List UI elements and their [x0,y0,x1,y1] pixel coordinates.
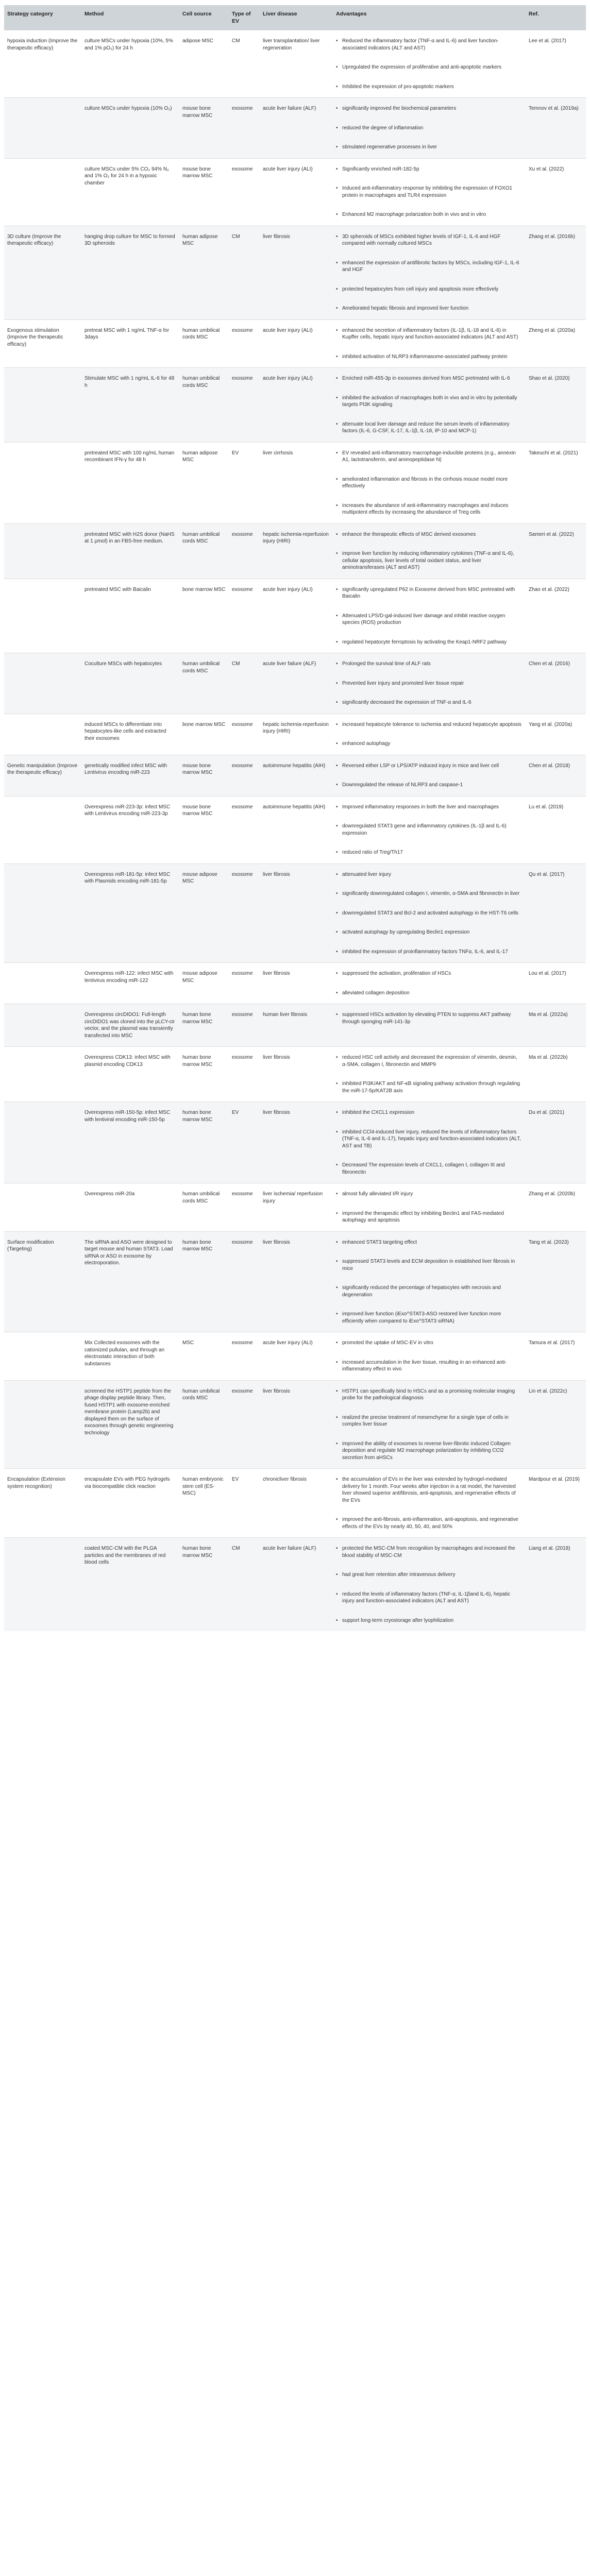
advantage-item: • increased hepatocyte tolerance to ischemia and reduced hepatocyte apoptosis [342,721,522,728]
cell-source: mouse adipose MSC [179,863,229,963]
cell-liver-disease: acute liver failure (ALF) [260,653,333,714]
advantage-item: • inhibited the activation of macrophages both in vivo and in vitro by potentially targets PI3K signaling [342,395,522,409]
cell-ev-type: exosome [229,319,260,368]
cell-advantages [333,1380,526,1469]
cell-ev-type: exosome [229,1004,260,1047]
cell-advantages [333,1469,526,1538]
advantage-item: • suppressed HSCs activation by elevating PTEN to suppress AKT pathway through sponging miR-141-3p [342,1011,522,1025]
cell-ref: Liang et al. (2018) [526,1538,586,1632]
cell-liver-disease: acute liver injury (ALI) [260,319,333,368]
cell-strategy [4,579,81,653]
table-row [4,714,586,755]
advantage-item: • EV revealed anti-inflammatory macrophage-inducible proteins (e.g., annexin A1, lactotransferrin, and aminopeptidase N) [342,450,522,464]
cell-strategy [4,653,81,714]
table-row [4,963,586,1004]
cell-source: human umbilical cords MSC [179,1183,229,1232]
cell-method: culture MSCs under hypoxia (10%, 5% and 1% pO₂) for 24 h [81,30,179,98]
cell-ref: Lou et al. (2017) [526,963,586,1004]
advantage-item: • significantly reduced the percentage of hepatocytes with necrosis and degeneration [342,1284,522,1298]
cell-ev-type: CM [229,1538,260,1632]
cell-liver-disease: hepatic ischemia-reperfusion injury (HIRI) [260,714,333,755]
cell-ref: Tamura et al. (2017) [526,1332,586,1381]
cell-method: Overexpress miR-20a [81,1183,179,1232]
table-row [4,863,586,963]
cell-source: human adipose MSC [179,226,229,319]
advantage-item: • suppressed STAT3 levels and ECM deposition in established liver fibrosis in mice [342,1258,522,1272]
advantage-item: • significantly decreased the expression of TNF-α and IL-6 [342,699,522,706]
ev-strategy-table [4,5,586,1631]
advantage-item: • Attenuated LPS/D-gal-induced liver damage and inhibit reactive oxygen species (ROS) production [342,613,522,626]
cell-strategy: Encapsulation (Extension system recognition) [4,1469,81,1538]
table-row [4,1047,586,1102]
cell-liver-disease: liver fibrosis [260,1231,333,1332]
cell-advantages [333,1004,526,1047]
cell-liver-disease: acute liver injury (ALI) [260,158,333,226]
advantages-list [335,1388,522,1462]
cell-source: human umbilical cords MSC [179,523,229,579]
cell-method: Overexpress circDIDO1: Full-length circDIDO1 was cloned into the pLCY-cir vector, and the plasmid was transiently transfected into MSC [81,1004,179,1047]
cell-advantages [333,1231,526,1332]
cell-liver-disease: acute liver injury (ALI) [260,579,333,653]
header-ev-type: Type of EV [232,11,251,25]
cell-method: Overexpress CDK13: infect MSC with plasmid encoding CDK13 [81,1047,179,1102]
advantage-item: • support long-term cryostorage after lyophilization [342,1617,522,1624]
cell-advantages [333,523,526,579]
advantage-item: • inhibited PI3K/AKT and NF-κB signaling pathway activation through regulating the miR-17-5p/KAT2B axis [342,1080,522,1094]
cell-source: human embryonic stem cell (ES-MSC) [179,1469,229,1538]
cell-liver-disease: liver fibrosis [260,963,333,1004]
cell-ev-type: CM [229,30,260,98]
advantage-item: • improved liver function (iExo^STAT3-ASO restored liver function more efficiently when compared to iExo^STAT3 siRNA) [342,1311,522,1325]
advantages-list [335,1109,522,1176]
cell-source: adipose MSC [179,30,229,98]
cell-ref: Qu et al. (2017) [526,863,586,963]
cell-liver-disease: acute liver injury (ALI) [260,368,333,443]
advantage-item: • realized the precise treatment of mesenchyme for a single type of cells in complex liver tissue [342,1414,522,1428]
advantage-item: • inhibited activation of NLRP3 inflammasome-associated pathway protein [342,353,522,361]
advantage-item: • improved the ability of exosomes to reverse liver-fibrotic induced Collagen deposition and regulate M2 macrophage polarization by inhibiting CCl2 secretion from aHSCs [342,1440,522,1462]
advantage-item: • Significantly enriched miR-182-5p [342,166,522,173]
advantage-item: • Decreased The expression levels of CXCL1, collagen I, collagen III and fibronectin [342,1162,522,1176]
table-row [4,1538,586,1632]
cell-ev-type: exosome [229,796,260,863]
cell-advantages [333,442,526,523]
table-row [4,1183,586,1232]
cell-strategy [4,1332,81,1381]
advantages-list [335,375,522,435]
advantages-list [335,105,522,151]
cell-ev-type: exosome [229,523,260,579]
cell-ev-type: EV [229,1102,260,1183]
advantage-item: • Inhibited the expression of pro-apoptotic markers [342,83,522,91]
advantage-item: • stimulated regenerative processes in liver [342,144,522,151]
cell-ev-type: exosome [229,1380,260,1469]
cell-strategy [4,1102,81,1183]
cell-source: human umbilical cords MSC [179,319,229,368]
cell-advantages [333,1538,526,1632]
advantages-list [335,970,522,996]
cell-ref: Zhao et al. (2022) [526,579,586,653]
table-row [4,579,586,653]
cell-strategy: Surface modification (Targeting) [4,1231,81,1332]
cell-ref: Lee et al. (2017) [526,30,586,98]
header-liver-disease: Liver disease [263,11,297,17]
cell-ref: Mardpour et al. (2019) [526,1469,586,1538]
advantage-item: • regulated hepatocyte ferroptosis by activating the Keap1-NRF2 pathway [342,639,522,646]
cell-method: pretreat MSC with 1 ng/mL TNF-α for 3days [81,319,179,368]
advantage-item: • protected the MSC-CM from recognition by macrophages and increased the blood stability of MSC-CM [342,1545,522,1559]
cell-ev-type: exosome [229,1047,260,1102]
advantage-item: • activated autophagy by upregulating Beclin1 expression [342,929,522,936]
advantage-item: • significantly downregulated collagen I, vimentin, α-SMA and fibronectin in liver [342,890,522,897]
advantage-item: • reduced the degree of inflammation [342,125,522,132]
cell-method: genetically modified infect MSC with Lentivirus encoding miR-223 [81,755,179,796]
table-row [4,755,586,796]
cell-source: mouse bone marrow MSC [179,158,229,226]
advantage-item: • promoted the uptake of MSC-EV in vitro [342,1340,522,1347]
cell-advantages [333,368,526,443]
cell-strategy: Genetic manipulation (Improve the therapeutic efficacy) [4,755,81,796]
cell-liver-disease: liver transplantation/ liver regeneration [260,30,333,98]
table-row [4,796,586,863]
cell-ev-type: exosome [229,368,260,443]
table-row [4,653,586,714]
cell-ev-type: exosome [229,1332,260,1381]
advantage-item: • the accumulation of EVs in the liver was extended by hydrogel-mediated delivery for 1 month. Four weeks after injection in a rat model, the harvested liver showed superior antifibrosis, anti-apoptosis, and regenerative effects of the EVs [342,1476,522,1504]
cell-strategy [4,796,81,863]
advantages-list [335,586,522,646]
table-row [4,30,586,98]
cell-source: human bone marrow MSC [179,1231,229,1332]
cell-ref: Chen et al. (2018) [526,755,586,796]
advantage-item: • alleviated collagen deposition [342,990,522,997]
cell-liver-disease: liver fibrosis [260,1047,333,1102]
cell-ev-type: exosome [229,755,260,796]
advantage-item: • enhance the therapeutic effects of MSC derived exosomes [342,531,522,538]
advantage-item: • reduced the levels of inflammatory factors (TNF-α, IL-1βand IL-6), hepatic injury and function-associated indicators (ALT and AST) [342,1591,522,1605]
cell-ref: Temnov et al. (2019a) [526,98,586,159]
cell-method: induced MSCs to differentiate into hepatocytes-like cells and extracted their exosomes [81,714,179,755]
cell-strategy [4,98,81,159]
cell-strategy [4,1183,81,1232]
table-row [4,98,586,159]
cell-liver-disease: autoimmune hepatitis (AIH) [260,796,333,863]
cell-method: Mix Collected exosomes with the cationized pullulan, and through an electrostatic interaction of both substances [81,1332,179,1381]
cell-method: culture MSCs under hypoxia (10% O₂) [81,98,179,159]
cell-advantages [333,714,526,755]
cell-strategy [4,368,81,443]
table-row [4,1102,586,1183]
advantage-item: • enhanced the expression of antifibrotic factors by MSCs, including IGF-1, IL-6 and HGF [342,260,522,274]
table-row [4,1231,586,1332]
cell-advantages [333,1332,526,1381]
advantage-item: • HSTP1 can specifically bind to HSCs and as a promising molecular imaging probe for the pathological diagnosis [342,1388,522,1402]
cell-strategy [4,963,81,1004]
cell-liver-disease: acute liver injury (ALI) [260,1332,333,1381]
cell-ev-type: EV [229,1469,260,1538]
advantage-item: • reduced ratio of Treg/Th17 [342,849,522,856]
cell-method: pretreated MSC with H2S donor (NaHS at 1 μmol) in an FBS-free medium. [81,523,179,579]
advantage-item: • significantly improved the biochemical parameters [342,105,522,112]
cell-source: mouse bone marrow MSC [179,98,229,159]
cell-method: Overexpress miR-122: infect MSC with lentivirus encoding miR-122 [81,963,179,1004]
advantage-item: • suppressed the activation, proliferation of HSCs [342,970,522,977]
table-row [4,1004,586,1047]
cell-advantages [333,963,526,1004]
cell-source: bone marrow MSC [179,714,229,755]
advantage-item: • Induced anti-inflammatory response by inhibiting the expression of FOXO1 protein in macrophages and TLR4 expression [342,185,522,199]
cell-ev-type: exosome [229,714,260,755]
cell-advantages [333,1047,526,1102]
cell-ref: Zheng et al. (2020a) [526,319,586,368]
cell-advantages [333,158,526,226]
cell-advantages [333,796,526,863]
cell-ev-type: CM [229,653,260,714]
cell-ref: Zhang et al. (2016b) [526,226,586,319]
header-advantages: Advantages [336,11,367,17]
cell-method: encapsulate EVs with PEG hydrogels via biocompatible click reaction [81,1469,179,1538]
advantage-item: • enhanced the secretion of inflammatory factors (IL-1β, IL-18 and IL-6) in Kupffer cells, hepatic injury and function-associated indicators (ALT and AST) [342,327,522,341]
cell-ref: Chen et al. (2016) [526,653,586,714]
cell-ref: Zhang et al. (2020b) [526,1183,586,1232]
cell-strategy [4,1004,81,1047]
cell-liver-disease: liver fibrosis [260,226,333,319]
cell-liver-disease: liver fibrosis [260,1102,333,1183]
cell-liver-disease: chronicliver fibrosis [260,1469,333,1538]
table-row [4,226,586,319]
cell-strategy [4,1380,81,1469]
cell-source: MSC [179,1332,229,1381]
advantage-item: • significantly upregulated P62 in Exosome derived from MSC pretreated with Baicalin [342,586,522,600]
advantage-item: • downregulated STAT3 and Bcl-2 and activated autophagy in the HST-T6 cells [342,910,522,917]
advantage-item: • attenuate local liver damage and reduce the serum levels of inflammatory factors (IL-6, G-CSF, IL-17, IL-1β, IL-18, IP-10 and MCP-1) [342,421,522,435]
cell-advantages [333,755,526,796]
advantages-list [335,1340,522,1373]
cell-advantages [333,863,526,963]
advantage-item: • improve liver function by reducing inflammatory cytokines (TNF-α and IL-6), cellular apoptosis, liver levels of total oxidant status, and liver aminotransferases (ALT and AST) [342,550,522,571]
advantages-list [335,762,522,789]
table-row [4,1380,586,1469]
cell-liver-disease: liver fibrosis [260,1380,333,1469]
cell-liver-disease: human liver fibrosis [260,1004,333,1047]
cell-ev-type: exosome [229,1231,260,1332]
advantage-item: • Upregulated the expression of proliferative and anti-apoptotic markers [342,64,522,71]
advantages-list [335,38,522,90]
table-row [4,158,586,226]
advantage-item: • Improved inflammatory responses in both the liver and macrophages [342,804,522,811]
cell-ref: Yang et al. (2020a) [526,714,586,755]
advantages-list [335,531,522,571]
cell-liver-disease: liver ischemia/ reperfusion injury [260,1183,333,1232]
advantages-list [335,804,522,856]
header-ref: Ref. [529,11,539,17]
cell-liver-disease: acute liver failure (ALF) [260,98,333,159]
advantage-item: • downregulated STAT3 gene and inflammatory cytokines (IL-1β and IL-6) expression [342,823,522,837]
table-header [4,5,586,30]
advantages-list [335,1011,522,1025]
advantages-list [335,1545,522,1624]
table-row [4,442,586,523]
advantage-item: • increases the abundance of anti-inflammatory macrophages and induces multipotent effects by increasing the abundance of Treg cells [342,502,522,516]
table-row [4,1332,586,1381]
advantage-item: • had great liver retention after intravenous delivery [342,1571,522,1579]
cell-method: The siRNA and ASO were designed to target mouse and human STAT3. Load siRNA or ASO in exosome by electroporation. [81,1231,179,1332]
advantages-list [335,1239,522,1325]
cell-advantages [333,226,526,319]
cell-source: human umbilical cords MSC [179,1380,229,1469]
cell-advantages [333,319,526,368]
cell-source: human bone marrow MSC [179,1102,229,1183]
cell-ref: Takeuchi et al. (2021) [526,442,586,523]
cell-method: Stimulate MSC with 1 ng/mL IL-6 for 48 h [81,368,179,443]
cell-advantages [333,30,526,98]
cell-ev-type: CM [229,226,260,319]
table-row [4,368,586,443]
cell-ref: Xu et al. (2022) [526,158,586,226]
header-row [4,5,586,30]
advantage-item: • Prolonged the survival time of ALF rats [342,660,522,668]
advantages-list [335,660,522,706]
advantage-item: • Downregulated the release of NLRP3 and caspase-1 [342,782,522,789]
cell-ref: Ma et al. (2022a) [526,1004,586,1047]
advantage-item: • Prevented liver injury and promoted liver tissue repair [342,680,522,687]
cell-ref: Ma et al. (2022b) [526,1047,586,1102]
cell-ref: Tang et al. (2023) [526,1231,586,1332]
advantage-item: • enhanced STAT3 targeting effect [342,1239,522,1246]
advantage-item: • reduced HSC cell activity and decreased the expression of vimentin, desmin, α-SMA, collagen I, fibronectin and MMP9 [342,1054,522,1068]
advantage-item: • attenuated liver injury [342,871,522,878]
advantage-item: • enhanced autophagy [342,740,522,748]
cell-source: human bone marrow MSC [179,1047,229,1102]
cell-method: coated MSC-CM with the PLGA particles and the membranes of red blood cells [81,1538,179,1632]
cell-ev-type: exosome [229,963,260,1004]
cell-strategy [4,523,81,579]
advantage-item: • inhibited CCl4-induced liver injury, reduced the levels of inflammatory factors (TNF-α, IL-6 and IL-17), hepatic injury and function-associated indicators (ALT, AST and TB) [342,1129,522,1150]
advantage-item: • Reversed either LSP or LPS/ATP induced injury in mice and liver cell [342,762,522,770]
cell-liver-disease: acute liver failure (ALF) [260,1538,333,1632]
cell-advantages [333,98,526,159]
header-method: Method [85,11,104,17]
advantages-list [335,721,522,748]
advantage-item: • almost fully alleviated I/R injury [342,1191,522,1198]
advantages-list [335,1191,522,1224]
cell-strategy [4,1047,81,1102]
advantage-item: • inhibited the expression of proinflammatory factors TNFα, IL-6, and IL-17 [342,948,522,956]
table-row [4,319,586,368]
table-row [4,1469,586,1538]
cell-ref: Lu et al. (2019) [526,796,586,863]
cell-method: pretreated MSC with Baicalin [81,579,179,653]
cell-strategy: 3D culture (Improve the therapeutic efficacy) [4,226,81,319]
cell-liver-disease: liver cirrhosis [260,442,333,523]
cell-source: human bone marrow MSC [179,1004,229,1047]
advantages-list [335,871,522,956]
cell-strategy: hypoxia induction (Improve the therapeutic efficacy) [4,30,81,98]
cell-source: human bone marrow MSC [179,1538,229,1632]
table-body [4,30,586,1632]
advantages-list [335,1476,522,1530]
cell-source: human adipose MSC [179,442,229,523]
cell-source: mouse bone marrow MSC [179,755,229,796]
cell-strategy [4,1538,81,1632]
cell-method: Coculture MSCs with hepatocytes [81,653,179,714]
cell-ref: Shao et al. (2020) [526,368,586,443]
advantage-item: • ameliorated inflammation and fibrosis in the cirrhosis mouse model more effectively [342,476,522,490]
cell-ev-type: exosome [229,1183,260,1232]
cell-ref: Lin et al. (2022c) [526,1380,586,1469]
cell-method: pretreated MSC with 100 ng/mL human recombinant IFN-γ for 48 h [81,442,179,523]
cell-liver-disease: liver fibrosis [260,863,333,963]
cell-advantages [333,653,526,714]
cell-advantages [333,579,526,653]
advantages-list [335,450,522,516]
cell-method: culture MSCs under 5% CO₂ 94% N₂ and 1% O₂ for 24 h in a hypoxic chamber [81,158,179,226]
advantage-item: • improved the anti-fibrosis, anti-inflammation, anti-apoptosis, and regenerative effects of the EVs by nearly 40, 50, 40, and 50% [342,1516,522,1530]
cell-ref: Du et al. (2021) [526,1102,586,1183]
cell-source: mouse bone marrow MSC [179,796,229,863]
cell-method: Overexpress miR-223-3p: infect MSC with Lentivirus encoding miR-223-3p [81,796,179,863]
cell-source: human umbilical cords MSC [179,653,229,714]
cell-ref: Sameri et al. (2022) [526,523,586,579]
cell-strategy [4,442,81,523]
cell-liver-disease: hepatic ischemia-reperfusion injury (HIRI) [260,523,333,579]
advantage-item: • Reduced the inflammatory factor (TNF-α and IL-6) and liver function-associated indicators (ALT and AST) [342,38,522,52]
advantage-item: • Enhanced M2 macrophage polarization both in vivo and in vitro [342,211,522,218]
cell-strategy [4,158,81,226]
cell-ev-type: exosome [229,158,260,226]
advantage-item: • Ameliorated hepatic fibrosis and improved liver function [342,305,522,312]
cell-advantages [333,1102,526,1183]
cell-strategy: Exogenous stimulation (Improve the therapeutic efficacy) [4,319,81,368]
header-cell-source: Cell source [182,11,212,17]
cell-liver-disease: autoimmune hepatitis (AIH) [260,755,333,796]
advantage-item: • improved the therapeutic effect by inhibiting Beclin1 and FAS-mediated autophagy and apoptosis [342,1210,522,1224]
cell-source: mouse adipose MSC [179,963,229,1004]
cell-ev-type: exosome [229,98,260,159]
cell-strategy [4,714,81,755]
advantage-item: • inhibited the CXCL1 expression [342,1109,522,1116]
cell-method: hanging drop culture for MSC to formed 3D spheroids [81,226,179,319]
cell-ev-type: exosome [229,579,260,653]
cell-method: Overexpress miR-181-5p: infect MSC with Plasmids encoding miR-181-5p [81,863,179,963]
advantage-item: • increased accumulation in the liver tissue, resulting in an enhanced anti-inflammatory effect in vivo [342,1359,522,1373]
advantages-list [335,1054,522,1094]
cell-method: Overexpress miR-150-5p: infect MSC with lentiviral encoding miR-150-5p [81,1102,179,1183]
cell-source: bone marrow MSC [179,579,229,653]
cell-ev-type: exosome [229,863,260,963]
table-row [4,523,586,579]
advantages-list [335,327,522,361]
advantages-list [335,166,522,218]
cell-source: human umbilical cords MSC [179,368,229,443]
cell-ev-type: EV [229,442,260,523]
advantage-item: • Enriched miR-455-3p in exosomes derived from MSC pretreated with IL-6 [342,375,522,382]
header-strategy: Strategy category [7,11,53,17]
advantage-item: • 3D spheroids of MSCs exhibited higher levels of IGF-1, IL-6 and HGF compared with normally cultured MSCs [342,233,522,247]
advantages-list [335,233,522,312]
advantage-item: • protected hepatocytes from cell injury and apoptosis more effectively [342,286,522,293]
cell-strategy [4,863,81,963]
cell-advantages [333,1183,526,1232]
cell-method: screened the HSTP1 peptide from the phage display peptide library. Then, fused HSTP1 with exosome-enriched membrane protein (Lamp2b) and displayed them on the surface of exosomes through genetic engineering technology [81,1380,179,1469]
